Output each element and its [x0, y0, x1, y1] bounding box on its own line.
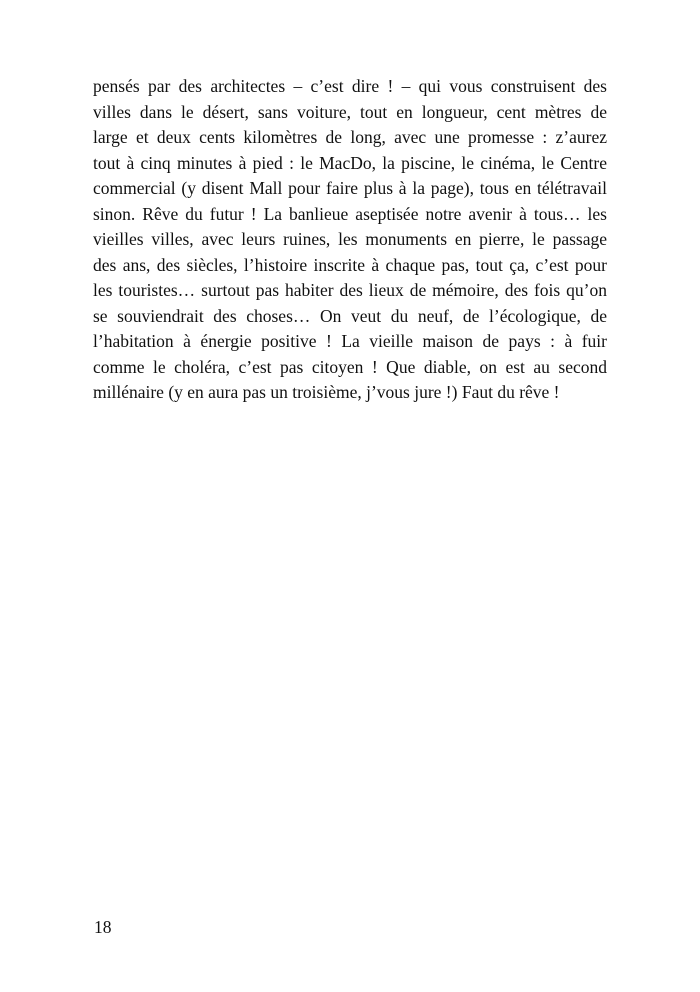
text-line: sinon. Rêve du futur ! La banlieue aseptisée notre avenir à tous… les [93, 203, 607, 224]
text-line: se souviendrait des choses… On veut du neuf, de l’écologique, de [93, 305, 607, 326]
text-line: vieilles villes, avec leurs ruines, les monuments en pierre, le passage [93, 229, 607, 249]
page-number: 18 [94, 917, 112, 937]
text-line: l’habitation à énergie positive ! La vieille maison de pays : à fuir [93, 331, 607, 351]
text-line: millénaire (y en aura pas un troisième, j’vous jure !) Faut du rêve ! [93, 382, 560, 402]
text-line: des ans, des siècles, l’histoire inscrite à chaque pas, tout ça, c’est pour [93, 254, 607, 275]
body-paragraph [93, 74, 607, 406]
text-line: pensés par des architectes – c’est dire ! – qui vous construisent des [93, 76, 607, 96]
text-line: villes dans le désert, sans voiture, tout en longueur, cent mètres de [93, 101, 607, 122]
text-line: comme le choléra, c’est pas citoyen ! Que diable, on est au second [93, 356, 607, 377]
text-line: commercial (y disent Mall pour faire plus à la page), tous en télétravail [93, 178, 607, 198]
text-line: les touristes… surtout pas habiter des lieux de mémoire, des fois qu’on [93, 280, 607, 300]
text-line: large et deux cents kilomètres de long, avec une promesse : z’aurez [93, 127, 607, 147]
text-line: tout à cinq minutes à pied : le MacDo, la piscine, le cinéma, le Centre [93, 152, 607, 173]
